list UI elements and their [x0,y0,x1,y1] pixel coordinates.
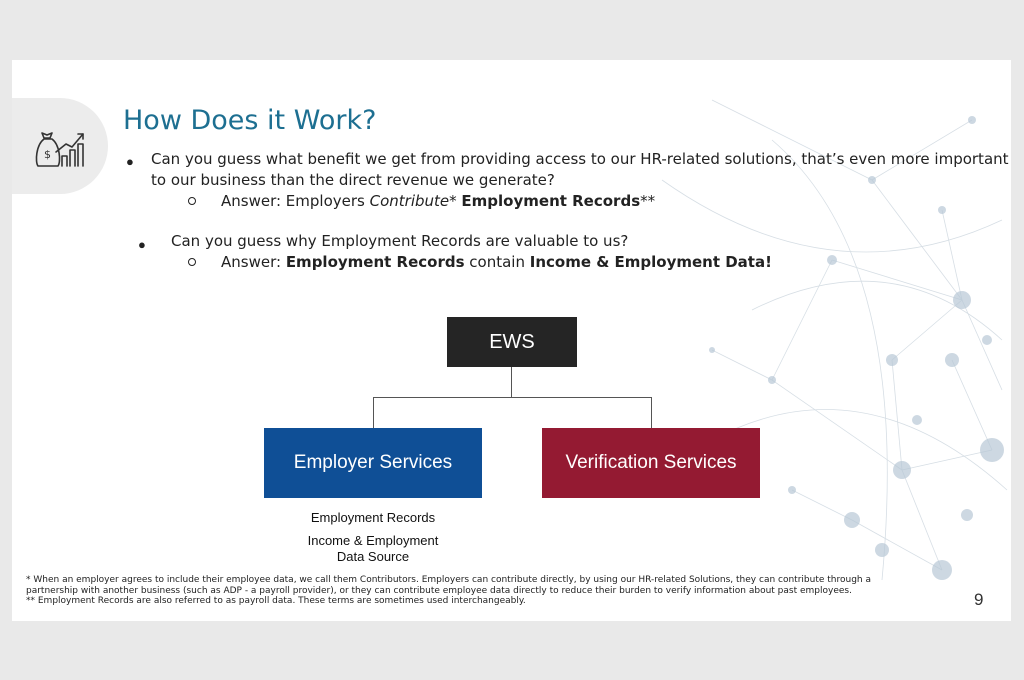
sub-bullet-circle [188,258,196,266]
answer-bold: Employment Records [461,192,641,210]
slide [12,60,1011,621]
answer-prefix: Answer: Employers [221,192,370,210]
footnote-2: ** Employment Records are also referred to as payroll data. These terms are sometimes used interchangeably. [26,596,526,606]
page-number: 9 [974,590,984,609]
svg-text:$: $ [44,148,51,161]
employer-sub-2-line2: Data Source [336,549,410,564]
answer-prefix: Answer: [221,253,286,271]
bullet1-line2: to our business than the direct revenue we generate? [151,171,555,189]
answer-bold: Income & Employment Data! [529,253,772,271]
answer-italic: Contribute [369,192,450,210]
answer-mid: * [449,192,462,210]
ews-box: EWS [447,317,577,367]
bullet2-text: Can you guess why Employment Records are valuable to us? [171,232,629,250]
footnote-1-line1: * When an employer agrees to include their employee data, we call them Contributors. Employers can contribute directly, by using our HR-related Solutions, they can contribute through a [26,575,871,585]
verification-services-box: Verification Services [542,428,760,498]
footnotes [26,575,906,607]
employer-sub-1: Employment Records [310,510,436,525]
money-bag-chart-icon [34,128,88,170]
bullet-dot: ● [126,154,134,169]
bullet1-answer [221,191,655,212]
org-connector [511,367,512,397]
bullet-dot: ● [138,237,146,252]
sub-bullet-circle [188,197,196,205]
org-connector [373,397,374,428]
employer-services-box: Employer Services [264,428,482,498]
answer-mid: contain [464,253,530,271]
icon-tab [12,98,108,194]
employer-sub-2-line1: Income & Employment [307,533,439,548]
org-connector [651,397,652,428]
slide-title: How Does it Work? [123,105,377,136]
bullet1-line1: Can you guess what benefit we get from providing access to our HR-related solutions, that’s even more important [151,150,1009,168]
footnote-1-line2: partnership with another business (such as ADP - a payroll provider), or they can contribute employee data directly to reduce their burden to verify information about past employees. [26,585,852,596]
answer-bold: Employment Records [285,253,465,271]
org-connector [373,397,652,398]
answer-suffix: ** [640,192,656,210]
bullet2-answer [221,252,772,273]
